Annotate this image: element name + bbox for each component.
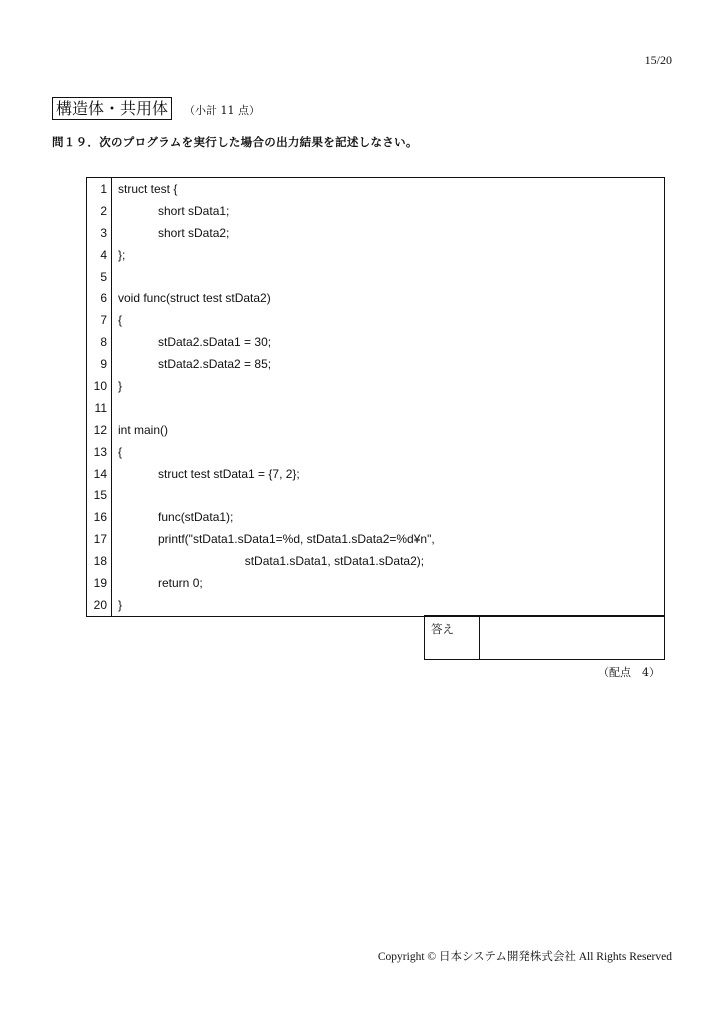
line-number: 9 [87, 353, 112, 375]
code-line [87, 441, 665, 463]
line-number: 17 [87, 528, 112, 550]
code-line [87, 200, 665, 222]
code-line [87, 572, 665, 594]
code-line [87, 178, 665, 200]
code-text: printf("stData1.sData1=%d, stData1.sData2=%d¥n", [112, 528, 665, 550]
line-number: 20 [87, 594, 112, 616]
code-text: stData1.sData1, stData1.sData2); [112, 550, 665, 572]
code-text: struct test { [112, 178, 665, 200]
section-title: 構造体・共用体 [52, 97, 172, 120]
code-text: short sData1; [112, 200, 665, 222]
code-text: short sData2; [112, 222, 665, 244]
code-text: { [112, 309, 665, 331]
code-line [87, 528, 665, 550]
answer-field[interactable] [480, 616, 664, 659]
line-number: 13 [87, 441, 112, 463]
line-number: 6 [87, 287, 112, 309]
code-text: int main() [112, 419, 665, 441]
line-number: 18 [87, 550, 112, 572]
line-number: 3 [87, 222, 112, 244]
code-text: struct test stData1 = {7, 2}; [112, 463, 665, 485]
code-text: } [112, 594, 665, 616]
section-header [52, 97, 260, 120]
code-line [87, 419, 665, 441]
line-number: 14 [87, 463, 112, 485]
code-text: void func(struct test stData2) [112, 287, 665, 309]
score-label: （配点 4） [598, 666, 660, 679]
line-number: 8 [87, 331, 112, 353]
line-number: 4 [87, 244, 112, 266]
code-text [112, 266, 665, 288]
code-line [87, 244, 665, 266]
code-line [87, 331, 665, 353]
code-line [87, 266, 665, 288]
code-line [87, 222, 665, 244]
line-number: 2 [87, 200, 112, 222]
line-number: 10 [87, 375, 112, 397]
code-text [112, 484, 665, 506]
answer-label: 答え [425, 616, 480, 659]
answer-box [424, 615, 665, 660]
code-text: stData2.sData1 = 30; [112, 331, 665, 353]
question-text: 問１９．次のプログラムを実行した場合の出力結果を記述しなさい。 [52, 135, 418, 149]
code-line [87, 375, 665, 397]
line-number: 12 [87, 419, 112, 441]
page-number: 15/20 [644, 53, 672, 67]
code-text: func(stData1); [112, 506, 665, 528]
line-number: 7 [87, 309, 112, 331]
line-number: 1 [87, 178, 112, 200]
code-text: } [112, 375, 665, 397]
code-text: stData2.sData2 = 85; [112, 353, 665, 375]
code-line [87, 309, 665, 331]
code-line [87, 397, 665, 419]
line-number: 16 [87, 506, 112, 528]
code-text: { [112, 441, 665, 463]
code-text: return 0; [112, 572, 665, 594]
line-number: 5 [87, 266, 112, 288]
code-line [87, 353, 665, 375]
copyright-footer: Copyright © 日本システム開発株式会社 All Rights Reserved [377, 951, 672, 963]
code-text: }; [112, 244, 665, 266]
code-listing [86, 177, 665, 617]
code-line [87, 594, 665, 616]
section-subtotal: （小計 11 点） [184, 104, 261, 117]
code-line [87, 287, 665, 309]
line-number: 19 [87, 572, 112, 594]
line-number: 11 [87, 397, 112, 419]
code-text [112, 397, 665, 419]
code-line [87, 506, 665, 528]
code-line [87, 463, 665, 485]
line-number: 15 [87, 484, 112, 506]
code-line [87, 550, 665, 572]
code-line [87, 484, 665, 506]
